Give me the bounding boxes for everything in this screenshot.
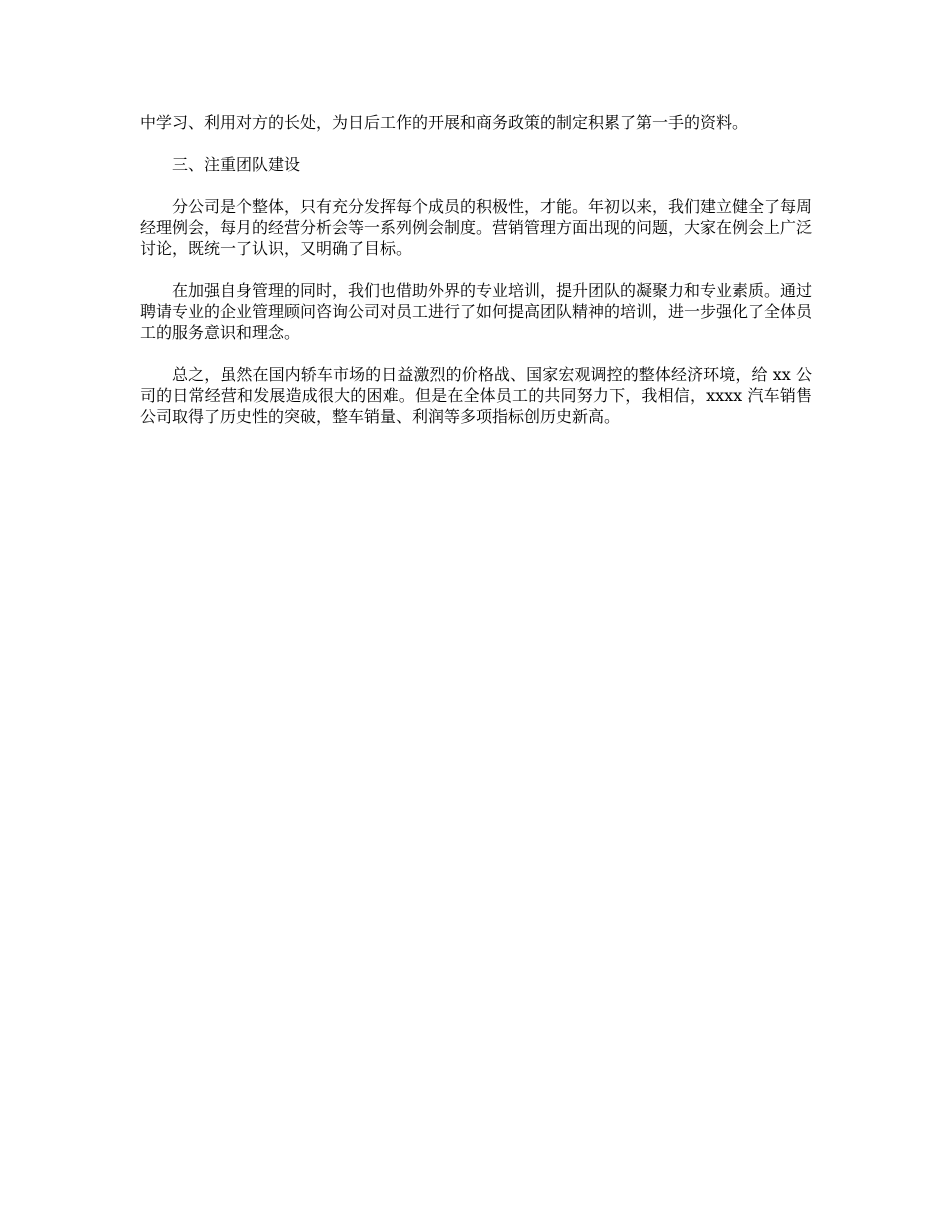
paragraph-conclusion: 总之，虽然在国内轿车市场的日益激烈的价格战、国家宏观调控的整体经济环境，给 xx 公司的日常经营和发展造成很大的困难。但是在全体员工的共同努力下，我相信，xxxx 汽车销售公司取得了历史性的突破，整车销量、利润等多项指标创历史新高。: [140, 365, 812, 426]
document-page: [140, 112, 812, 448]
paragraph-continuation: 中学习、利用对方的长处，为日后工作的开展和商务政策的制定积累了第一手的资料。: [140, 113, 749, 132]
paragraph-training: 在加强自身管理的同时，我们也借助外界的专业培训，提升团队的凝聚力和专业素质。通过聘请专业的企业管理顾问咨询公司对员工进行了如何提高团队精神的培训，进一步强化了全体员工的服务意识和理念。: [140, 281, 813, 342]
paragraph-team-meetings: 分公司是个整体，只有充分发挥每个成员的积极性，才能。年初以来，我们建立健全了每周经理例会，每月的经营分析会等一系列例会制度。营销管理方面出现的问题，大家在例会上广泛讨论，既统一了认识，又明确了目标。: [140, 197, 813, 258]
section-heading: 三、注重团队建设: [172, 155, 301, 174]
